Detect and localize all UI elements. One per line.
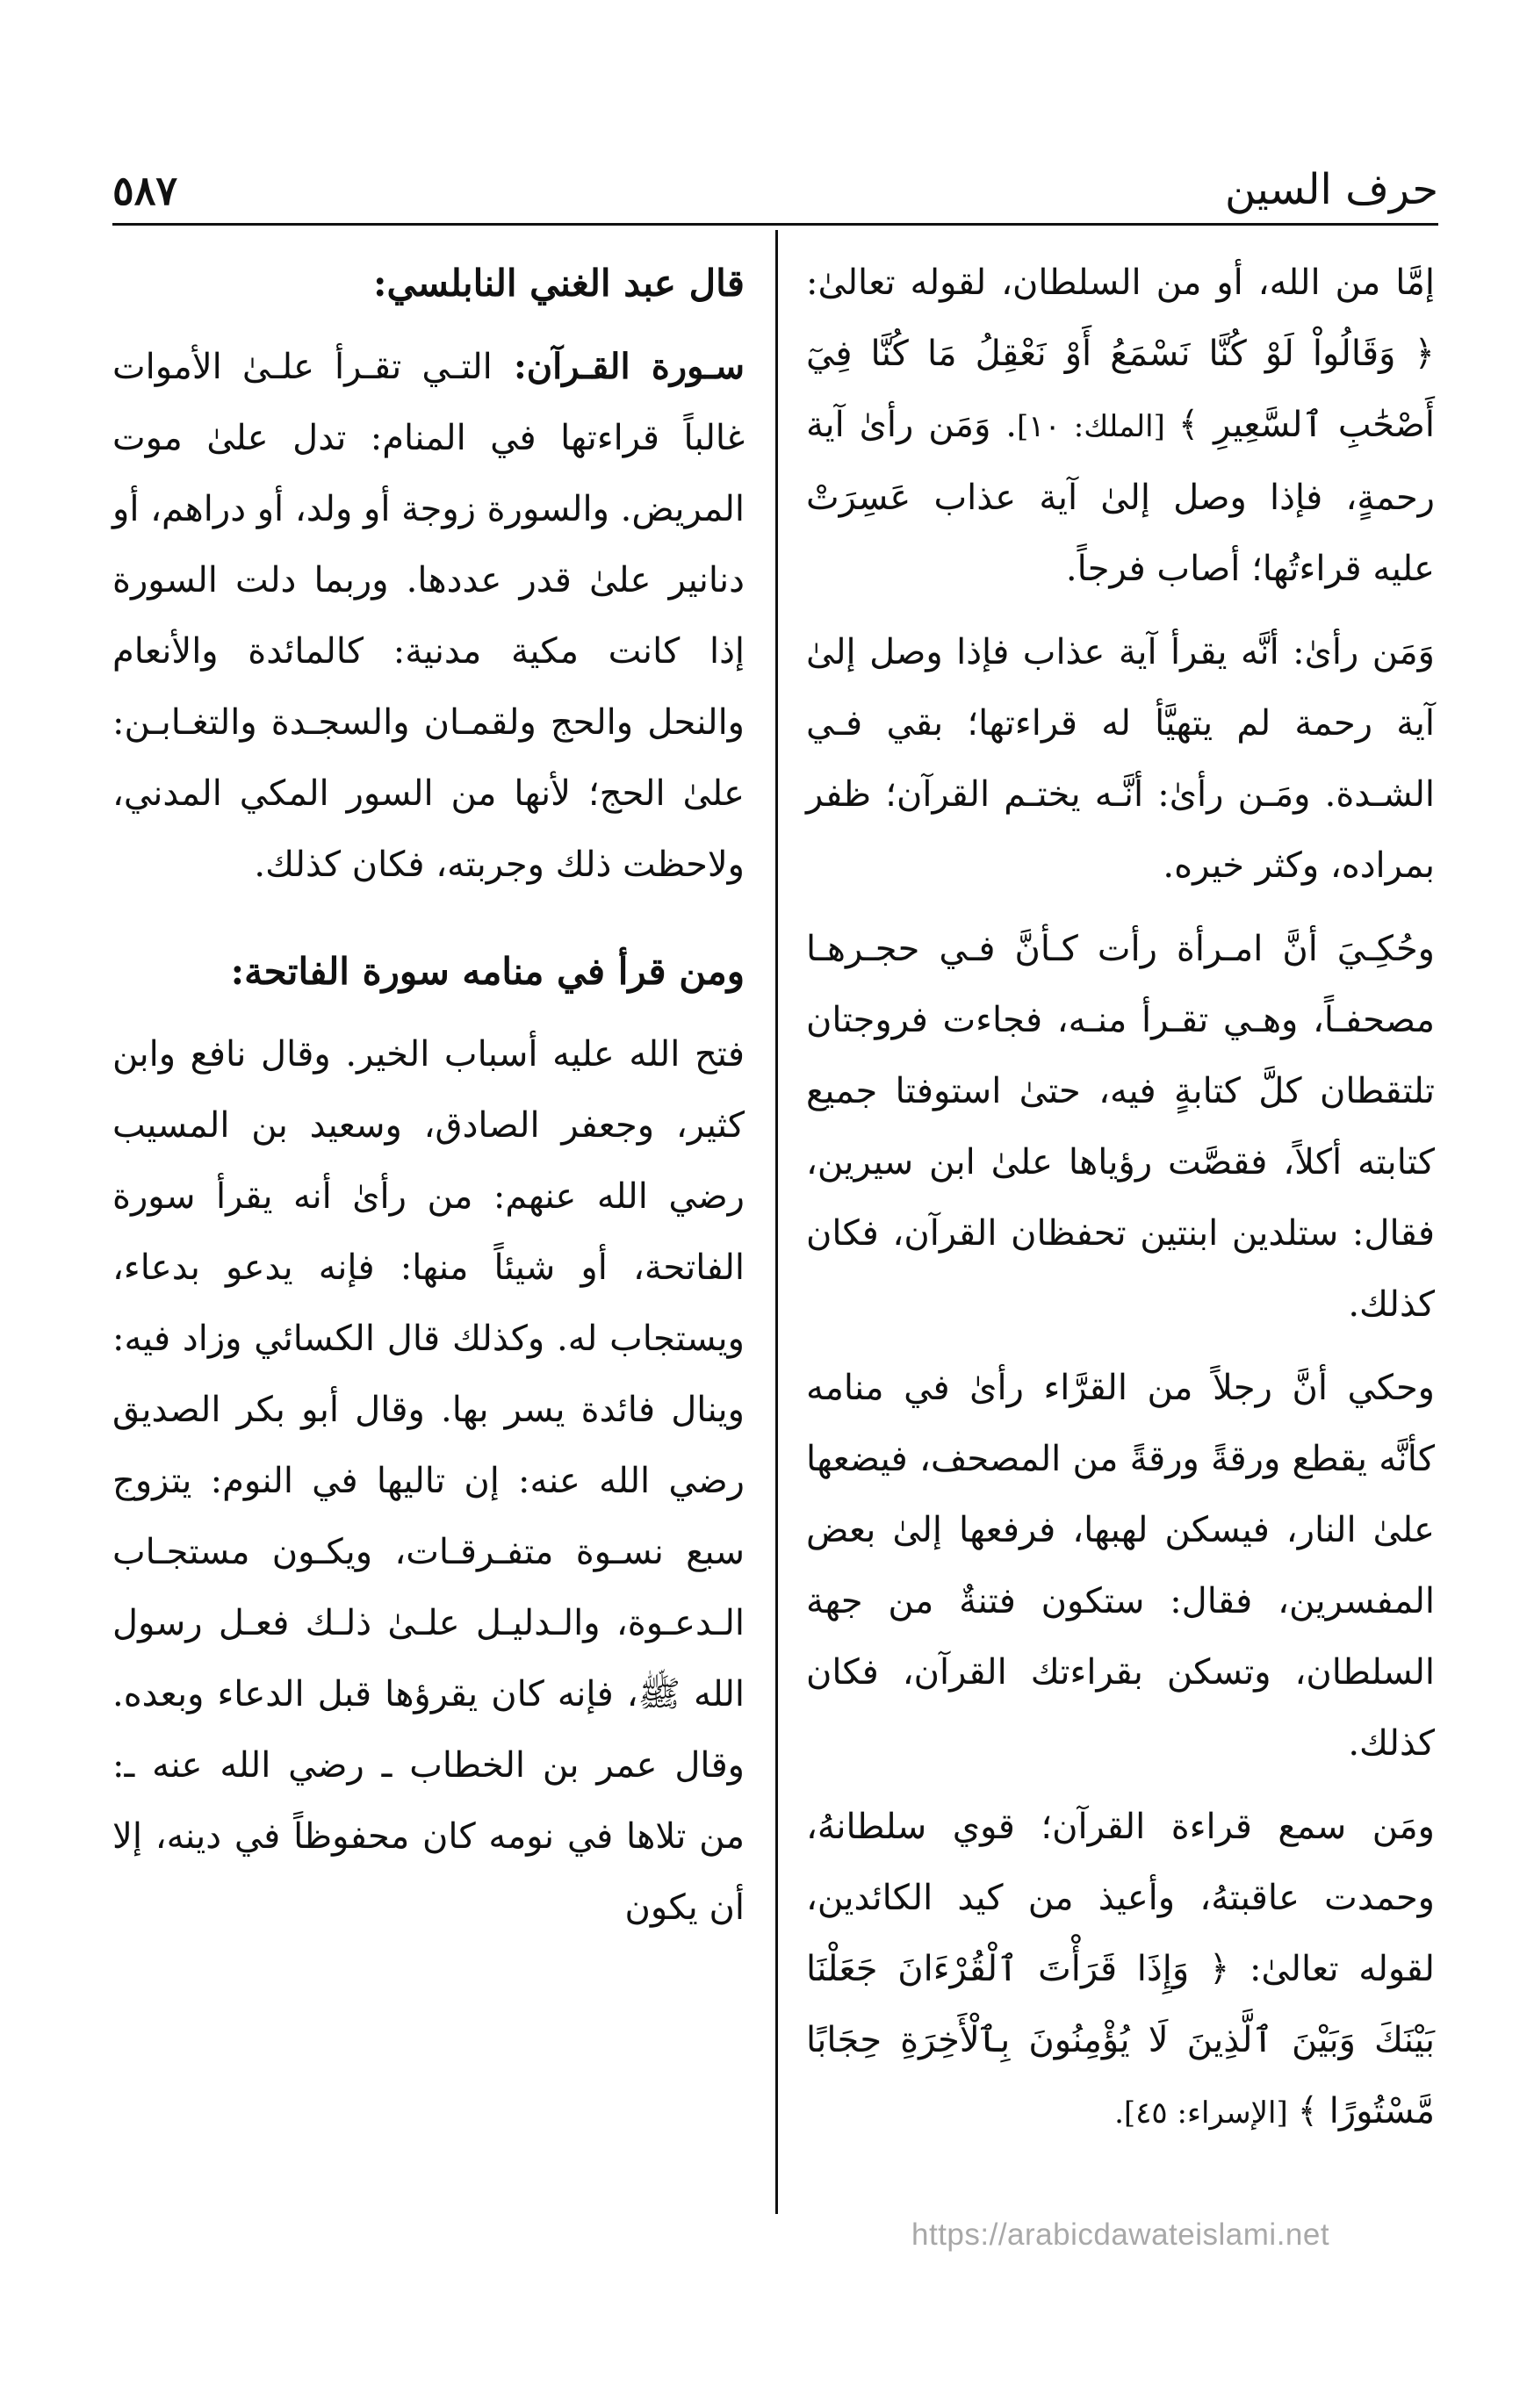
paragraph	[112, 331, 745, 901]
left-column	[112, 248, 745, 1956]
section-heading: قال عبد الغني النابلسي:	[373, 262, 745, 305]
paragraph	[806, 248, 1435, 605]
paragraph: وحكي أنَّ رجلاً من القرَّاء رأىٰ في منامه كأنَّه يقطع ورقةً ورقةً من المصحف، فيضعها علىٰ النار، فيسكن لهبها، فرفعها إلىٰ بعض المفسرين، فقال: ستكون فتنةٌ من جهة السلطان، وتسكن بقراءتك القرآن، فكان كذلك.	[806, 1368, 1435, 1764]
paragraph-text: إمَّا من الله، أو من السلطان، لقوله تعالىٰ:	[806, 262, 1435, 303]
quran-verse: ﴿ وَإِذَا قَرَأْتَ ٱلْقُرْءَانَ جَعَلْنَا بَيْنَكَ وَبَيْنَ ٱلَّذِينَ لَا يُؤْمِنُونَ بِٱلْأَخِرَةِ حِجَابًا مَّسْتُورًا ﴾	[806, 1949, 1435, 2131]
paragraph: وحُكِـيَ أنَّ امـرأة رأت كـأنَّ فـي حجـرهـا مصحفـاً، وهـي تقـرأ منـه، فجاءت فروجتان تلتقطان كلَّ كتابةٍ فيه، حتىٰ استوفتا جميع كتابته أكلاً، فقصَّت رؤياها علىٰ ابن سيرين، فقال: ستلدين ابنتين تحفظان القرآن، فكان كذلك.	[806, 929, 1436, 1325]
column-divider	[775, 230, 778, 2214]
section-heading: ومن قرأ في منامه سورة الفاتحة:	[230, 950, 745, 993]
term-label: سـورة القـرآن:	[492, 346, 745, 387]
watermark-url: https://arabicdawateislami.net	[911, 2218, 1330, 2252]
paragraph-text: . وَمَن رأىٰ آية رحمةٍ، فإذا وصل إلىٰ آية عذاب عَسِرَتْ عليه قراءتُها؛ أصاب فرجاً.	[806, 405, 1435, 589]
paragraph-text: التـي تقـرأ علـىٰ الأموات غالباً قراءتها في المنام: تدل علىٰ موت المريض. والسورة زوجة أو ولد، أو دراهم، أو دنانير علىٰ قدر عددها. وربما دلت السورة إذا كانت مكية مدنية: كالمائدة والأنعام والنحل والحج ولقمـان والسجـدة والتغـابـن: علىٰ الحج؛ لأنها من السور المكي المدني، ولاحظت ذلك وجربته، فكان كذلك.	[112, 347, 745, 885]
verse-reference: [الإسراء: ٤٥].	[1114, 2095, 1298, 2131]
header-rule	[112, 223, 1438, 226]
right-column	[806, 248, 1435, 2161]
paragraph	[806, 1792, 1435, 2149]
verse-reference: [الملك: ١٠]	[1017, 409, 1178, 444]
paragraph: وَمَن رأىٰ: أنَّه يقرأ آية عذاب فإذا وصل إلىٰ آية رحمة لم يتهيَّأ له قراءتها؛ بقي فـي الشـدة. ومَـن رأىٰ: أنَّـه يختـم القرآن؛ ظفر بمراده، وكثر خيره.	[806, 632, 1435, 886]
page-header	[112, 140, 1438, 214]
chapter-title: حرف السين	[1225, 165, 1438, 214]
quran-verse: ﴿ وَقَالُواْ لَوْ كُنَّا نَسْمَعُ أَوْ نَعْقِلُ مَا كُنَّا فِيٓ أَصْحَٰبِ ٱلسَّعِيرِ ﴾	[806, 334, 1435, 445]
paragraph-text: ومَن سمع قراءة القرآن؛ قوي سلطانهُ، وحمدت عاقبتهُ، وأعيذ من كيد الكائدين، لقوله تعالىٰ:	[806, 1807, 1435, 1989]
page-number: ٥٨٧	[112, 167, 178, 214]
paragraph: فتح الله عليه أسباب الخير. وقال نافع وابن كثير، وجعفر الصادق، وسعيد بن المسيب رضي الله عنهم: من رأىٰ أنه يقرأ سورة الفاتحة، أو شيئاً منها: فإنه يدعو بدعاء، ويستجاب له. وكذلك قال الكسائي وزاد فيه: وينال فائدة يسر بها. وقال أبو بكر الصديق رضي الله عنه: إن تاليها في النوم: يتزوج سبع نسـوة متفـرقـات، ويكـون مستجـاب الـدعـوة، والـدليـل علـىٰ ذلـك فعـل رسول الله ﷺ، فإنه كان يقرؤها قبل الدعاء وبعده. وقال عمر بن الخطاب ـ رضي الله عنه ـ: من تلاها في نومه كان محفوظاً في دينه، إلا أن يكون	[112, 1034, 745, 1928]
